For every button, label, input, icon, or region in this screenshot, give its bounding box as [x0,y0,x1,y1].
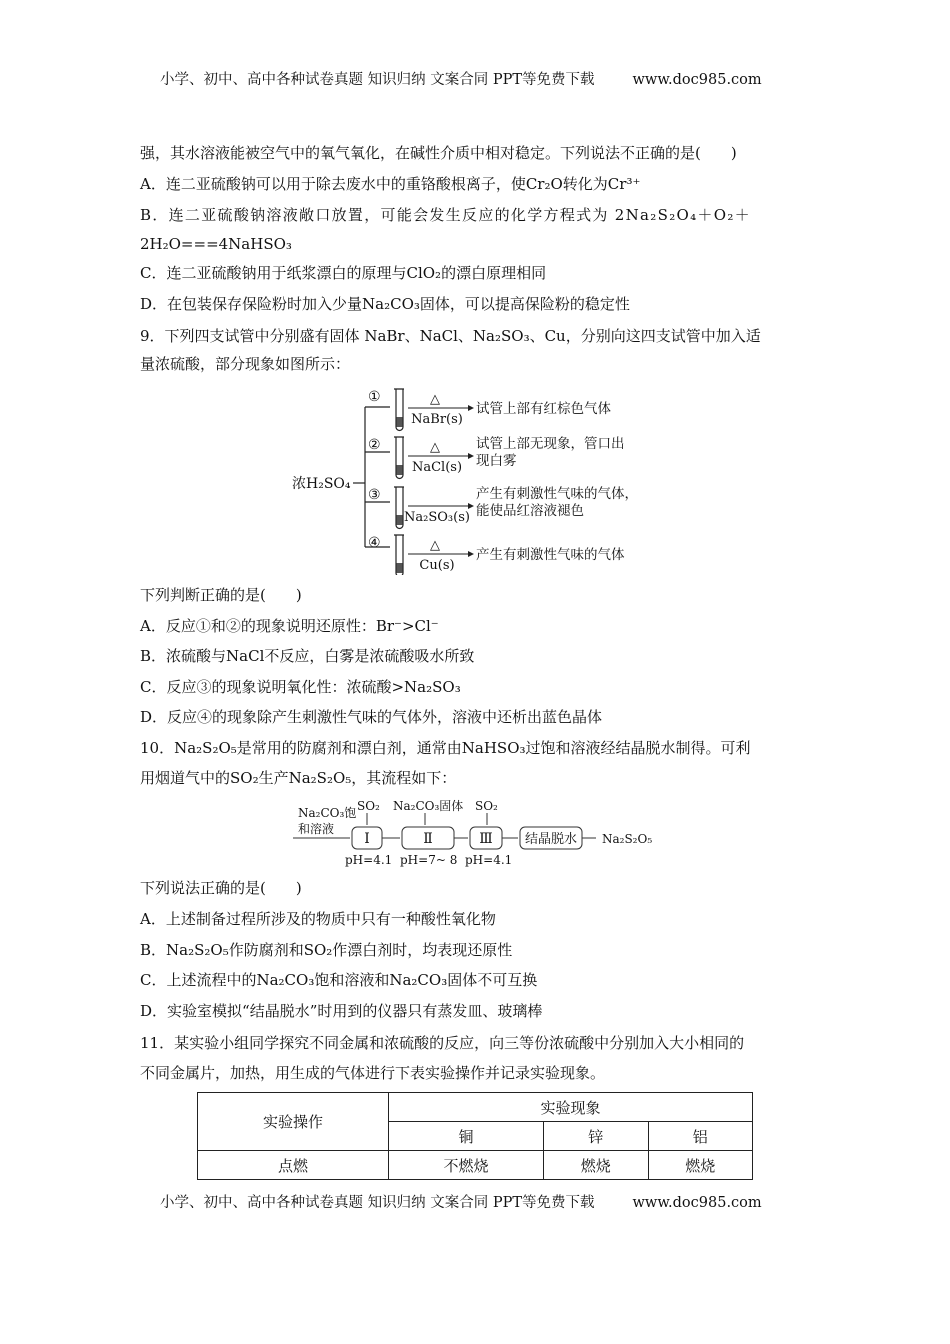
cell-result: 燃烧 [544,1151,648,1180]
header-text: 小学、初中、高中各种试卷真题 知识归纳 文案合同 PPT等免费下载 [160,72,595,88]
flow-step-2: Ⅱ [423,831,433,847]
flow-add-1: SO₂ [357,799,380,813]
cell-result: 不燃烧 [389,1151,544,1180]
header-operation: 实验操作 [198,1093,389,1151]
tube-number: ② [368,437,381,453]
footer-text: 小学、初中、高中各种试卷真题 知识归纳 文案合同 PPT等免费下载 [160,1195,595,1211]
flow-step-3: Ⅲ [479,831,493,847]
q8-stem: 强，其水溶液能被空气中的氧气氧化，在碱性介质中相对稳定。下列说法不正确的是( ) [140,144,737,162]
q8-option-b-cont: 2H₂O===4NaHSO₃ [140,235,292,253]
flow-ph-3: pH=4.1 [465,853,513,867]
q10-ask: 下列说法正确的是( ) [140,879,302,897]
flow-ph-2: pH=7~ 8 [400,853,458,867]
page-footer [160,1191,762,1212]
arrow-head-icon [468,503,474,509]
header-metal: 铝 [648,1122,753,1151]
heat-symbol: △ [430,392,440,407]
cell-operation: 点燃 [198,1151,389,1180]
flow-product: Na₂S₂O₅ [602,832,653,846]
solid-label: Na₂SO₃(s) [404,510,470,525]
footer-url: www.doc985.com [632,1195,762,1211]
q11-stem-1: 11．某实验小组同学探究不同金属和浓硫酸的反应，向三等份浓硫酸中分别加入大小相同的 [140,1034,745,1052]
q10-option-d: D．实验室模拟“结晶脱水”时用到的仪器只有蒸发皿、玻璃棒 [140,1002,543,1020]
result-text: 能使品红溶液褪色 [476,503,584,519]
flow-input-label-2: 和溶液 [298,822,335,836]
flow-add-2: Na₂CO₃固体 [393,799,464,813]
process-flowchart [290,795,660,870]
solid-sample [397,465,403,475]
flow-input-label: Na₂CO₃饱 [298,806,357,820]
q10-stem-1: 10．Na₂S₂O₅是常用的防腐剂和漂白剂，通常由NaHSO₃过饱和溶液经结晶脱水制得。可利 [140,739,751,757]
solid-label: NaCl(s) [411,460,463,475]
result-text: 现白雾 [476,453,517,469]
q10-option-b: B．Na₂S₂O₅作防腐剂和SO₂作漂白剂时，均表现还原性 [140,941,513,959]
solid-sample [397,563,403,573]
q9-stem-1: 9．下列四支试管中分别盛有固体 NaBr、NaCl、Na₂SO₃、Cu，分别向这四支试管中加入适 [140,327,761,345]
q9-option-d: D．反应④的现象除产生刺激性气味的气体外，溶液中还析出蓝色晶体 [140,708,603,726]
heat-symbol: △ [430,440,440,455]
heat-symbol: △ [430,538,440,553]
q9-option-c: C．反应③的现象说明氧化性：浓硫酸>Na₂SO₃ [140,678,461,696]
q10-stem-2: 用烟道气中的SO₂生产Na₂S₂O₅，其流程如下： [140,769,457,787]
q8-option-c: C．连二亚硫酸钠用于纸浆漂白的原理与ClO₂的漂白原理相同 [140,264,547,282]
arrow-head-icon [468,405,474,411]
q9-ask: 下列判断正确的是( ) [140,586,302,604]
q8-option-d: D．在包装保存保险粉时加入少量Na₂CO₃固体，可以提高保险粉的稳定性 [140,295,630,313]
header-phenomenon: 实验现象 [389,1093,753,1122]
header-metal: 锌 [544,1122,648,1151]
flow-step-1: Ⅰ [364,831,370,847]
reagent-label: 浓H₂SO₄ [292,476,351,492]
result-text: 产生有刺激性气味的气体 [476,547,625,563]
result-text: 试管上部有红棕色气体 [476,401,611,417]
result-text: 产生有刺激性气味的气体， [476,486,638,502]
header-metal: 铜 [389,1122,544,1151]
experiment-table [197,1092,753,1180]
arrow-head-icon [468,551,474,557]
arrow-head-icon [468,453,474,459]
flow-step-4: 结晶脱水 [524,832,578,847]
q9-stem-2: 量浓硫酸，部分现象如图所示： [140,355,351,373]
test-tube-diagram [290,385,660,575]
tube-number: ③ [368,487,381,503]
page-header [160,68,762,89]
q8-option-b: B．连二亚硫酸钠溶液敞口放置，可能会发生反应的化学方程式为 2Na₂S₂O₄＋O₂＋ [140,206,751,224]
flow-ph-1: pH=4.1 [345,853,393,867]
result-text: 试管上部无现象，管口出 [476,436,625,452]
table-row [198,1151,753,1180]
flow-add-3: SO₂ [475,799,498,813]
solid-sample [397,417,403,427]
q8-option-a: A．连二亚硫酸钠可以用于除去废水中的重铬酸根离子，使Cr₂O转化为Cr³⁺ [140,175,641,193]
solid-label: Cu(s) [419,558,455,573]
tube-number: ① [368,389,381,405]
q9-option-b: B．浓硫酸与NaCl不反应，白雾是浓硫酸吸水所致 [140,647,475,665]
q10-option-a: A．上述制备过程所涉及的物质中只有一种酸性氧化物 [140,910,496,928]
q9-option-a: A．反应①和②的现象说明还原性：Br⁻>Cl⁻ [140,617,439,635]
q11-stem-2: 不同金属片，加热，用生成的气体进行下表实验操作并记录实验现象。 [140,1064,606,1082]
solid-sample [397,515,403,525]
tube-number: ④ [368,535,381,551]
header-url: www.doc985.com [632,72,762,88]
solid-label: NaBr(s) [411,412,463,427]
cell-result: 燃烧 [648,1151,753,1180]
q10-option-c: C．上述流程中的Na₂CO₃饱和溶液和Na₂CO₃固体不可互换 [140,971,538,989]
